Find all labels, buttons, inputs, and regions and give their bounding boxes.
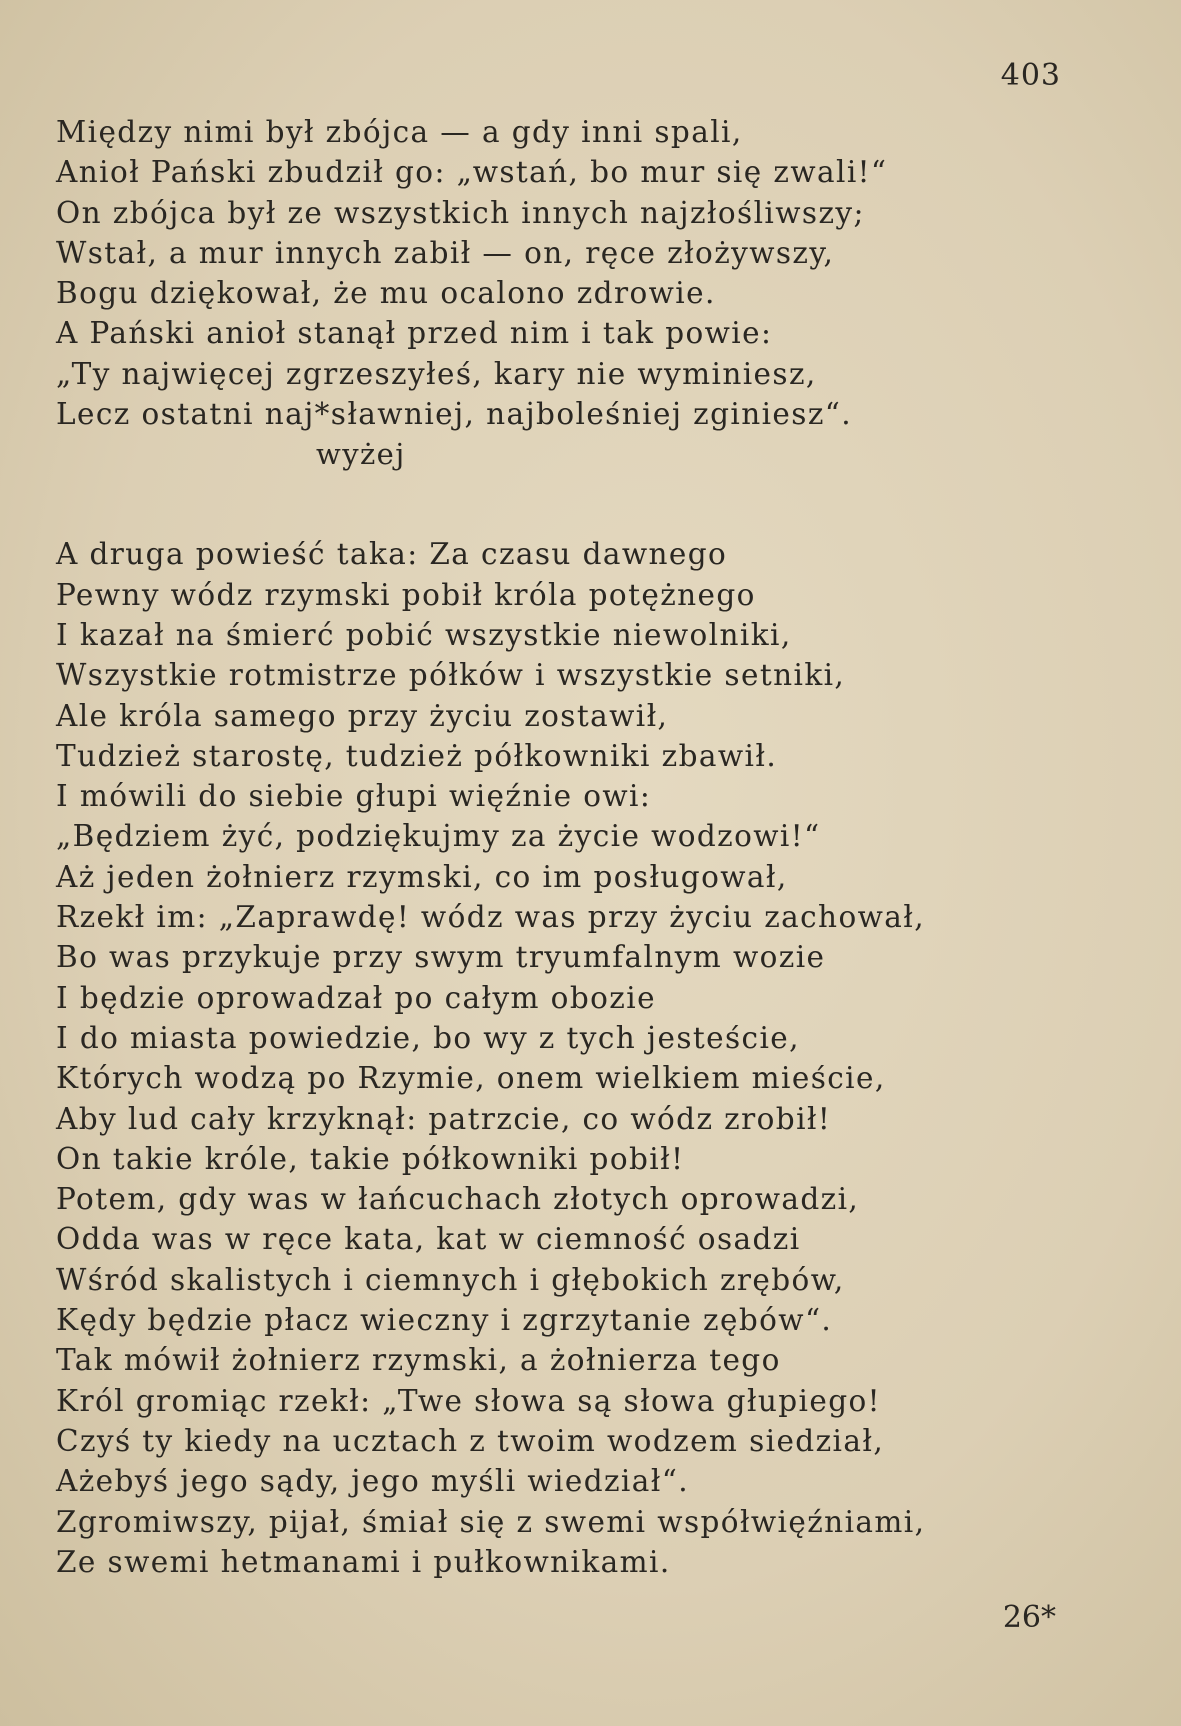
verse-line: I do miasta powiedzie, bo wy z tych jesteście,	[56, 1020, 800, 1055]
verse-line: A Pański anioł stanął przed nim i tak powie:	[56, 316, 773, 351]
verse-line: A druga powieść taka: Za czasu dawnego	[56, 537, 728, 572]
verse-line: Kędy będzie płacz wieczny i zgrzytanie zębów“.	[56, 1303, 833, 1338]
verse-line: Ażebyś jego sądy, jego myśli wiedział“.	[56, 1464, 689, 1499]
verse-line: Wszystkie rotmistrze półków i wszystkie setniki,	[56, 658, 846, 693]
footnote-correction: wyżej	[316, 437, 406, 472]
verse-line: I będzie oprowadzał po całym obozie	[56, 980, 656, 1015]
stanza-2	[56, 534, 1116, 1582]
verse-line: Król gromiąc rzekł: „Twe słowa są słowa głupiego!	[56, 1383, 881, 1418]
stanza-1	[56, 112, 1116, 474]
verse-line: Tudzież starostę, tudzież półkowniki zbawił.	[56, 738, 778, 773]
verse-line: Aż jeden żołnierz rzymski, co im posługował,	[56, 859, 788, 894]
verse-line: Których wodzą po Rzymie, onem wielkiem mieście,	[56, 1061, 886, 1096]
poem-text	[56, 112, 1116, 1582]
verse-line: Potem, gdy was w łańcuchach złotych oprowadzi,	[56, 1182, 860, 1217]
verse-line: Aby lud cały krzyknął: patrzcie, co wódz zrobił!	[56, 1101, 832, 1136]
verse-line: Ale króla samego przy życiu zostawił,	[56, 698, 669, 733]
verse-line: Tak mówił żołnierz rzymski, a żołnierza tego	[56, 1343, 781, 1378]
verse-line: „Ty najwięcej zgrzeszyłeś, kary nie wyminiesz,	[56, 356, 817, 391]
verse-line: Bo was przykuje przy swym tryumfalnym wozie	[56, 940, 826, 975]
verse-line: I mówili do siebie głupi więźnie owi:	[56, 779, 652, 814]
verse-line: Między nimi był zbójca — a gdy inni spali,	[56, 115, 743, 149]
verse-line: On takie króle, takie półkowniki pobił!	[56, 1141, 685, 1176]
stanza-gap	[56, 474, 1116, 534]
verse-line: Anioł Pański zbudził go: „wstań, bo mur się zwali!“	[56, 155, 888, 190]
verse-line: I kazał na śmierć pobić wszystkie niewolniki,	[56, 617, 792, 652]
verse-line: On zbójca był ze wszystkich innych najzłośliwszy;	[56, 195, 865, 230]
verse-line: Odda was w ręce kata, kat w ciemność osadzi	[56, 1222, 801, 1257]
verse-line: Wśród skalistych i ciemnych i głębokich zrębów,	[56, 1262, 845, 1297]
verse-line: Czyś ty kiedy na ucztach z twoim wodzem siedział,	[56, 1423, 885, 1458]
verse-line: Rzekł im: „Zaprawdę! wódz was przy życiu zachował,	[56, 900, 925, 935]
verse-line: Lecz ostatni naj*sławniej, najboleśniej zginiesz“.	[56, 397, 853, 432]
page-number: 403	[1000, 58, 1061, 93]
verse-line: Wstał, a mur innych zabił — on, ręce złożywszy,	[56, 235, 835, 270]
verse-line: Ze swemi hetmanami i pułkownikami.	[56, 1544, 671, 1579]
verse-line: „Będziem żyć, podziękujmy za życie wodzowi!“	[56, 819, 821, 854]
verse-line: Pewny wódz rzymski pobił króla potężnego	[56, 577, 756, 612]
verse-line: Zgromiwszy, pijał, śmiał się z swemi współwięźniami,	[56, 1504, 926, 1539]
verse-line: Bogu dziękował, że mu ocalono zdrowie.	[56, 276, 716, 311]
signature-mark: 26*	[1002, 1600, 1056, 1635]
